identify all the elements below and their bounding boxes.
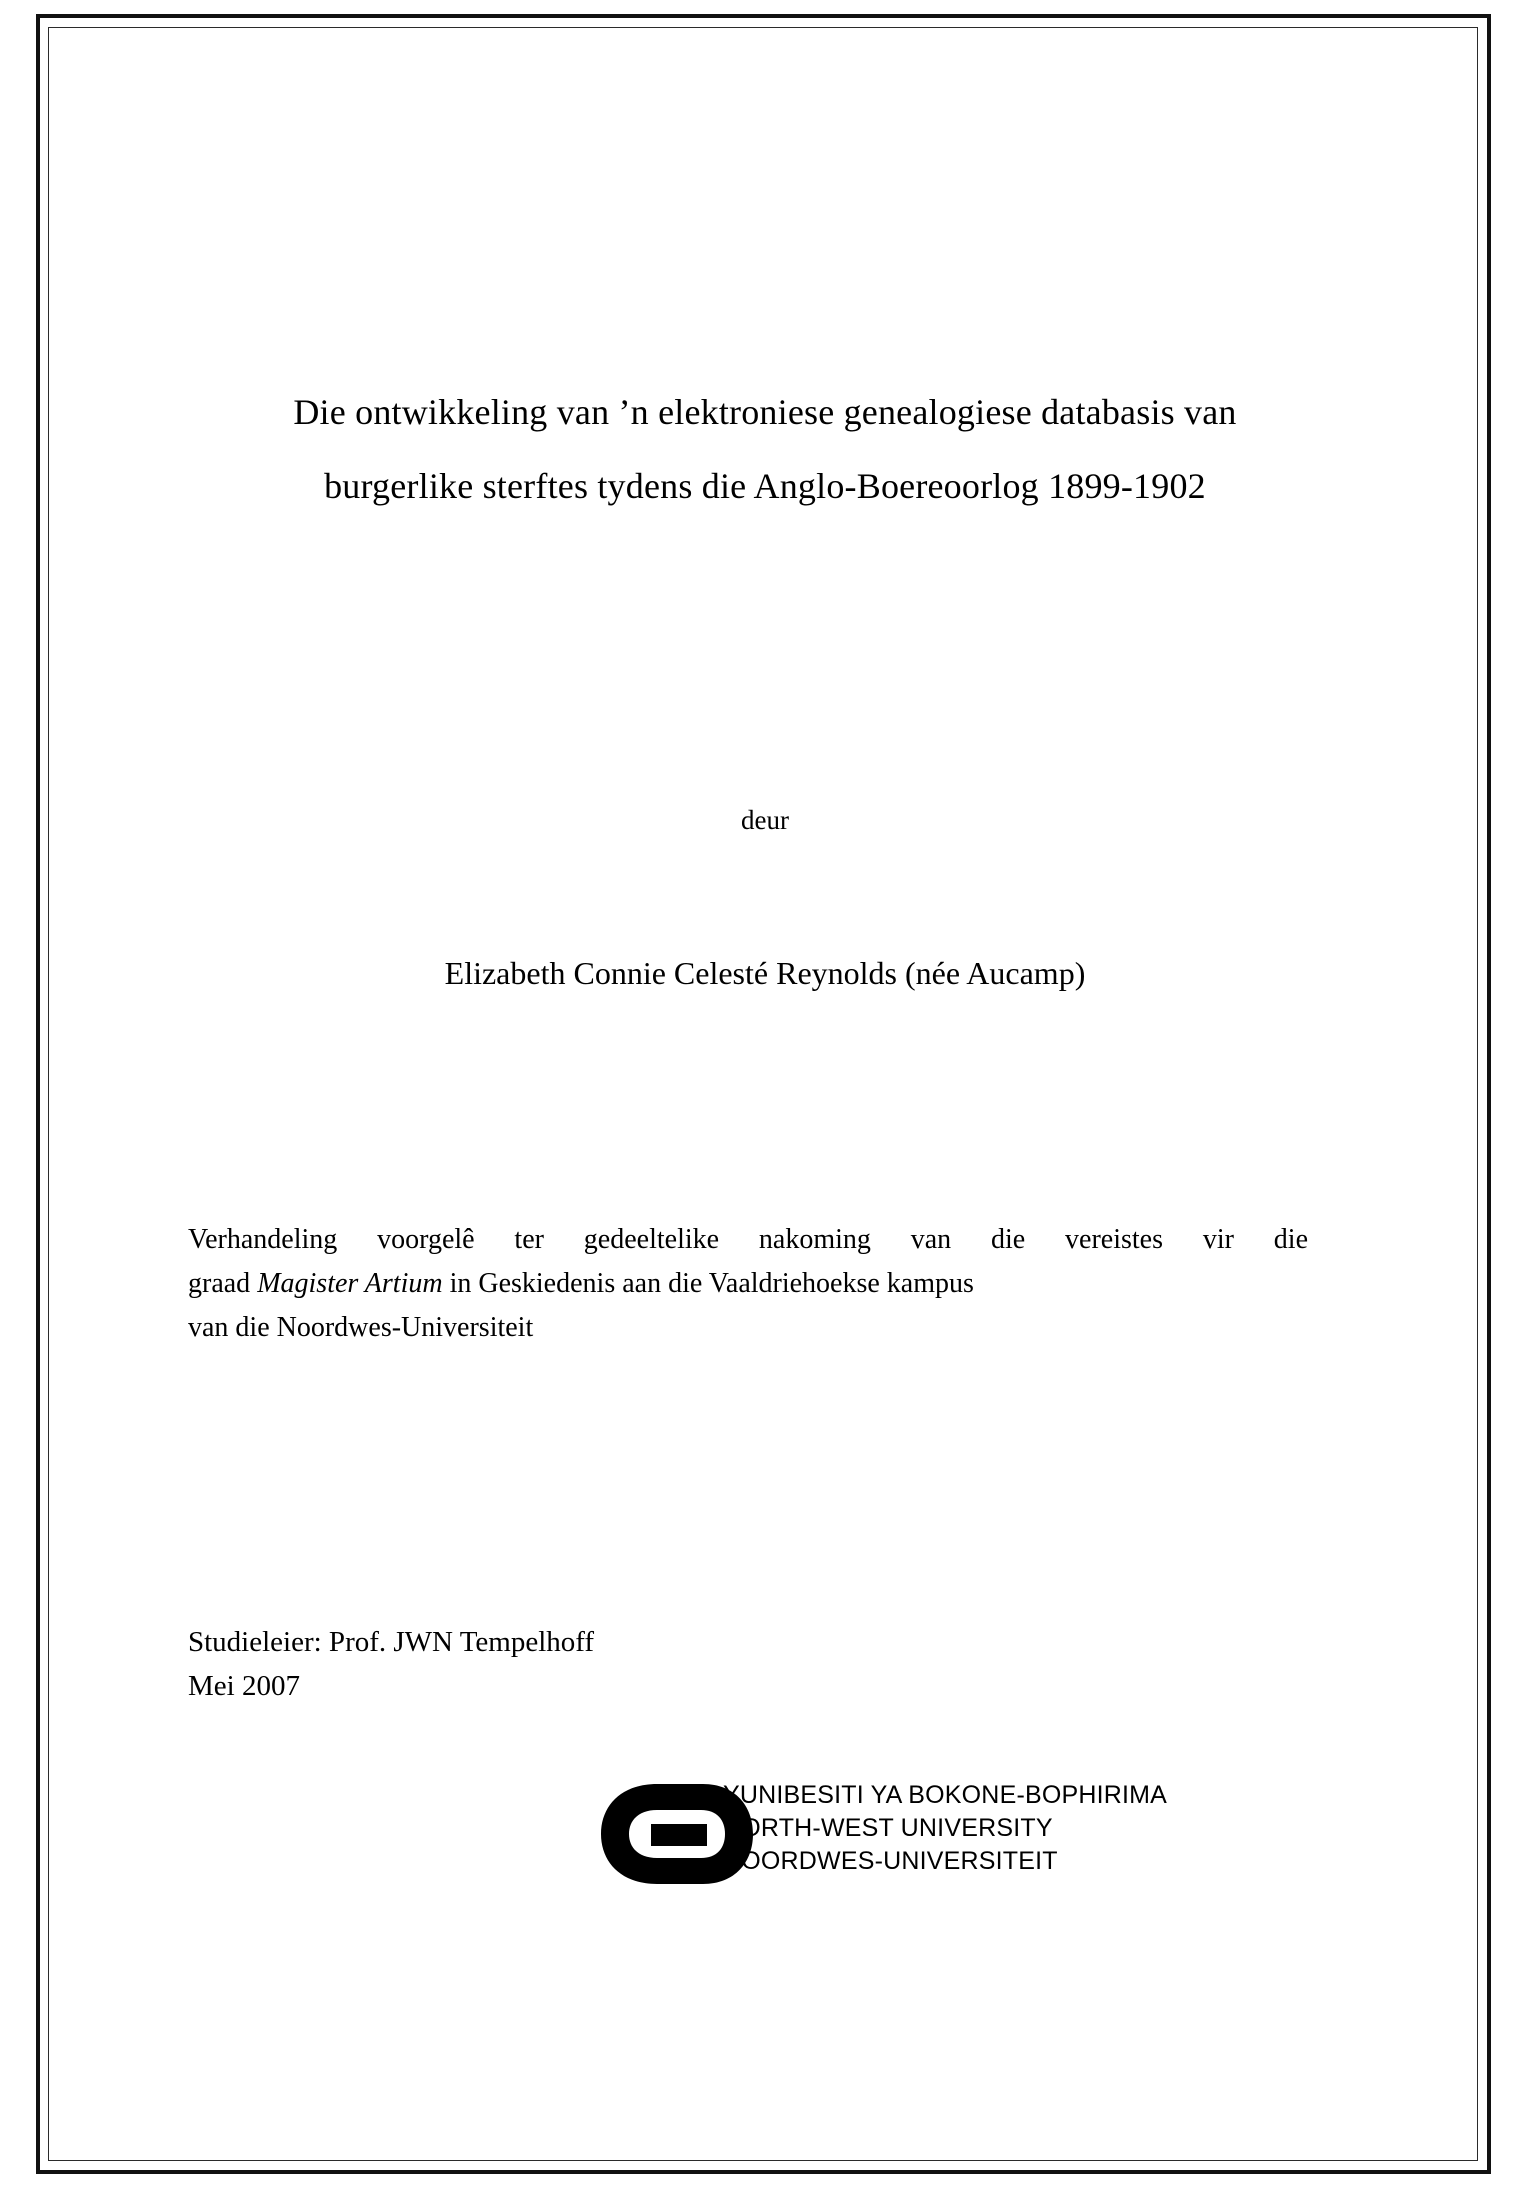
degree-statement-line-2 [188,1262,1308,1306]
title-page-content [140,0,1380,2206]
by-label: deur [741,805,789,835]
degree-statement [188,1218,1308,1350]
university-logo-text [723,1779,1167,1878]
logo-text-line-2: NORTH-WEST UNIVERSITY [723,1814,1053,1842]
degree-statement-line-2-suffix: in Geskiedenis aan die Vaaldriehoekse kampus [442,1268,974,1299]
supervisor-line: Studieleier: Prof. JWN Tempelhoff [188,1626,595,1658]
logo-text-line-1: YUNIBESITI YA BOKONE-BOPHIRIMA [723,1781,1168,1809]
thesis-title [185,375,1345,523]
degree-name-italic: Magister Artium [257,1268,443,1299]
title-line-2: burgerlike sterftes tydens die Anglo-Boereoorlog 1899-1902 [324,466,1206,506]
supervisor-block [188,1620,1188,1708]
date-line: Mei 2007 [188,1670,300,1702]
degree-statement-line-2-prefix: graad [188,1268,258,1299]
degree-statement-line-3: van die Noordwes-Universiteit [188,1312,534,1343]
university-logo [595,1775,1215,1895]
author-name: Elizabeth Connie Celesté Reynolds (née Aucamp) [444,955,1086,991]
degree-statement-line-1: Verhandeling voorgelê ter gedeeltelike nakoming van die vereistes vir die [188,1224,1308,1255]
logo-text-line-3: NOORDWES-UNIVERSITEIT [723,1847,1058,1875]
title-line-1: Die ontwikkeling van ’n elektroniese genealogiese databasis van [293,392,1237,432]
